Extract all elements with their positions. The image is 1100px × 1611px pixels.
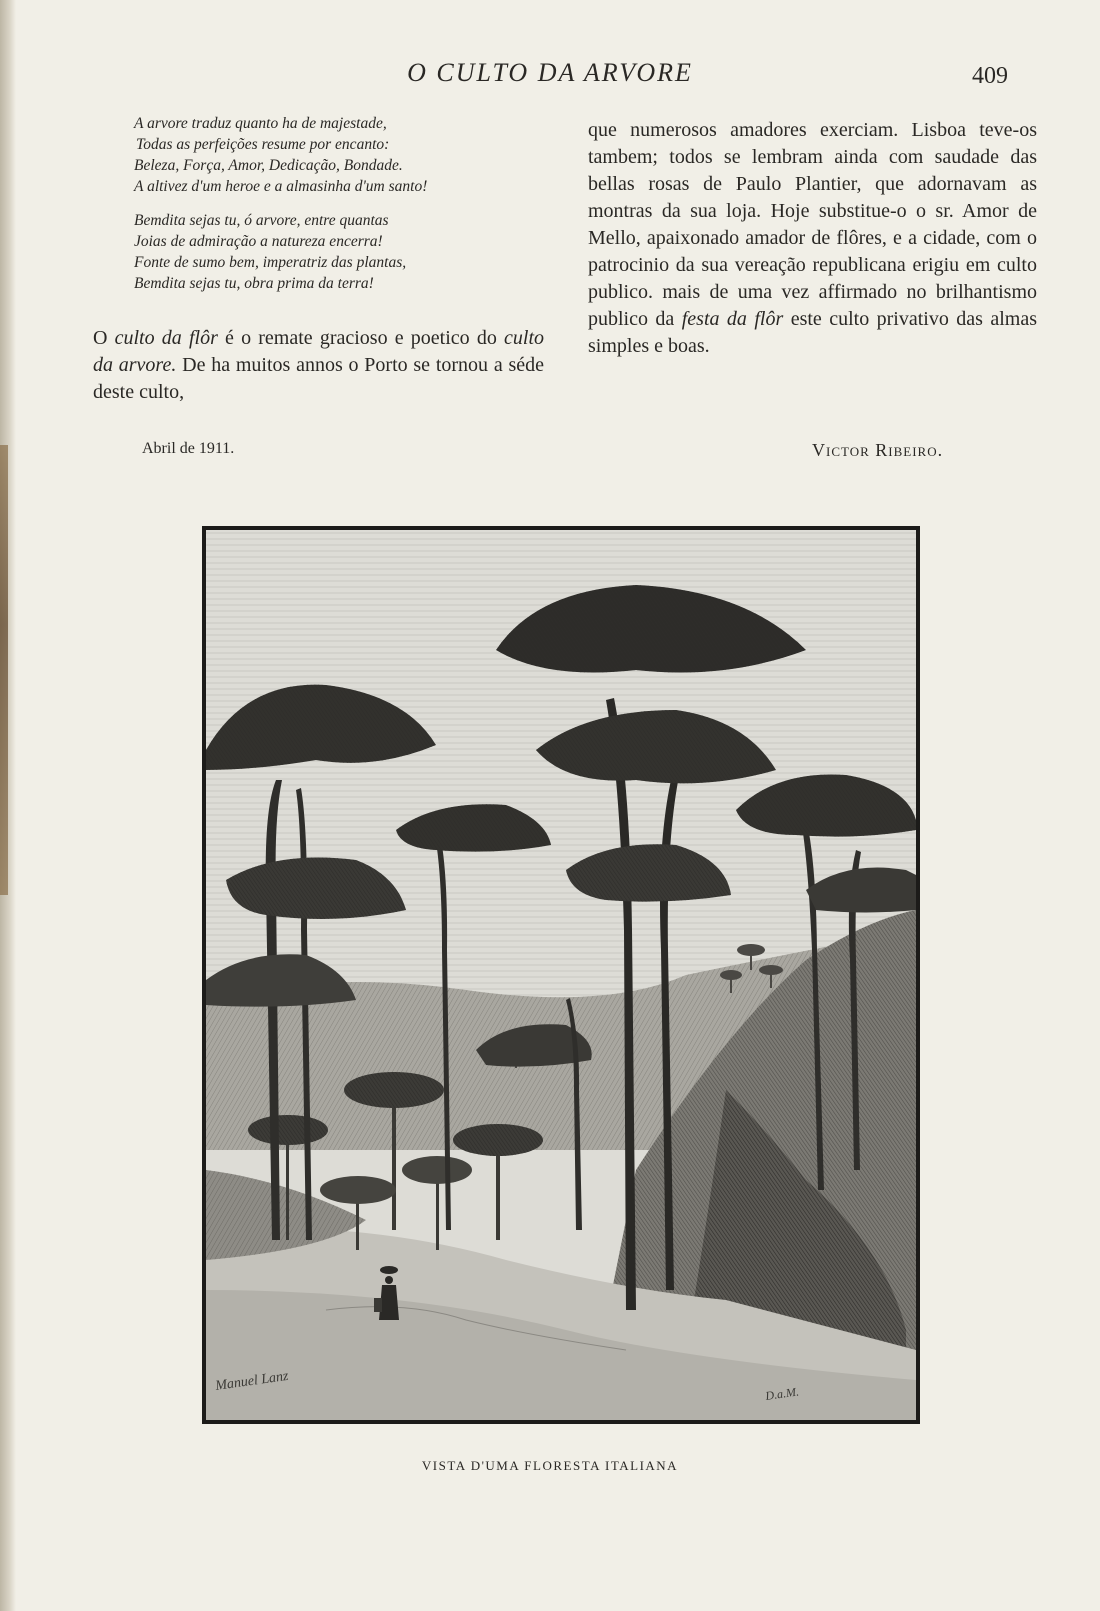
body-text: De ha muitos annos o Porto se tornou a séde deste culto, [93, 354, 544, 403]
body-italic: culto da flôr [114, 327, 218, 349]
body-italic: culto da arvore. [93, 327, 545, 376]
poem [134, 113, 564, 307]
poem-line: Beleza, Força, Amor, Dedicação, Bondade. [134, 157, 403, 174]
body-paragraph-right [588, 117, 1037, 360]
poem-stanza-1 [134, 113, 564, 197]
body-italic: festa da flôr [681, 308, 784, 330]
poem-line: Fonte de sumo bem, imperatriz das plantas, [134, 254, 407, 271]
body-text: O [93, 327, 115, 349]
poem-line: Bemdita sejas tu, ó arvore, entre quantas [134, 212, 389, 229]
article-author: Victor Ribeiro. [812, 440, 944, 460]
poem-line: Joias de admiração a natureza encerra! [134, 233, 383, 250]
body-text: que numerosos amadores exerciam. Lisboa teve-os tambem; todos se lembram ainda com saudade das bellas rosas de Paulo Plantier, que adornavam as montras da sua loja. Hoje substitue-o o sr. Amor de Mello, apaixonado amador de flôres, e a cidade, com o patrocinio da sua vereação republicana erigiu em culto publico. mais de uma vez affirmado no brilhantismo publico da [588, 119, 1037, 330]
poem-line: Bemdita sejas tu, obra prima da terra! [134, 275, 374, 292]
poem-line: A altivez d'um heroe e a almasinha d'um santo! [134, 178, 428, 195]
forest-engraving [202, 526, 920, 1424]
article-date: Abril de 1911. [142, 440, 235, 457]
forest-illustration [206, 530, 916, 1420]
poem-line: A arvore traduz quanto ha de majestade, [134, 115, 387, 132]
poem-stanza-2 [134, 210, 564, 294]
body-text: este culto privativo das almas simples e boas. [588, 308, 1038, 357]
figure-caption: VISTA D'UMA FLORESTA ITALIANA [421, 1458, 679, 1473]
engraver-signature-left: Manuel Lanz [214, 1368, 290, 1394]
poem-line: Todas as perfeições resume por encanto: [136, 136, 390, 153]
running-title: O CULTO DA ARVORE [407, 58, 693, 87]
page-number: 409 [972, 63, 1008, 89]
body-paragraph-left [93, 325, 544, 406]
engraver-signature-right: D.a.M. [764, 1384, 800, 1403]
body-text: é o remate gracioso e poetico do [217, 327, 505, 349]
binding-stain [0, 445, 8, 895]
